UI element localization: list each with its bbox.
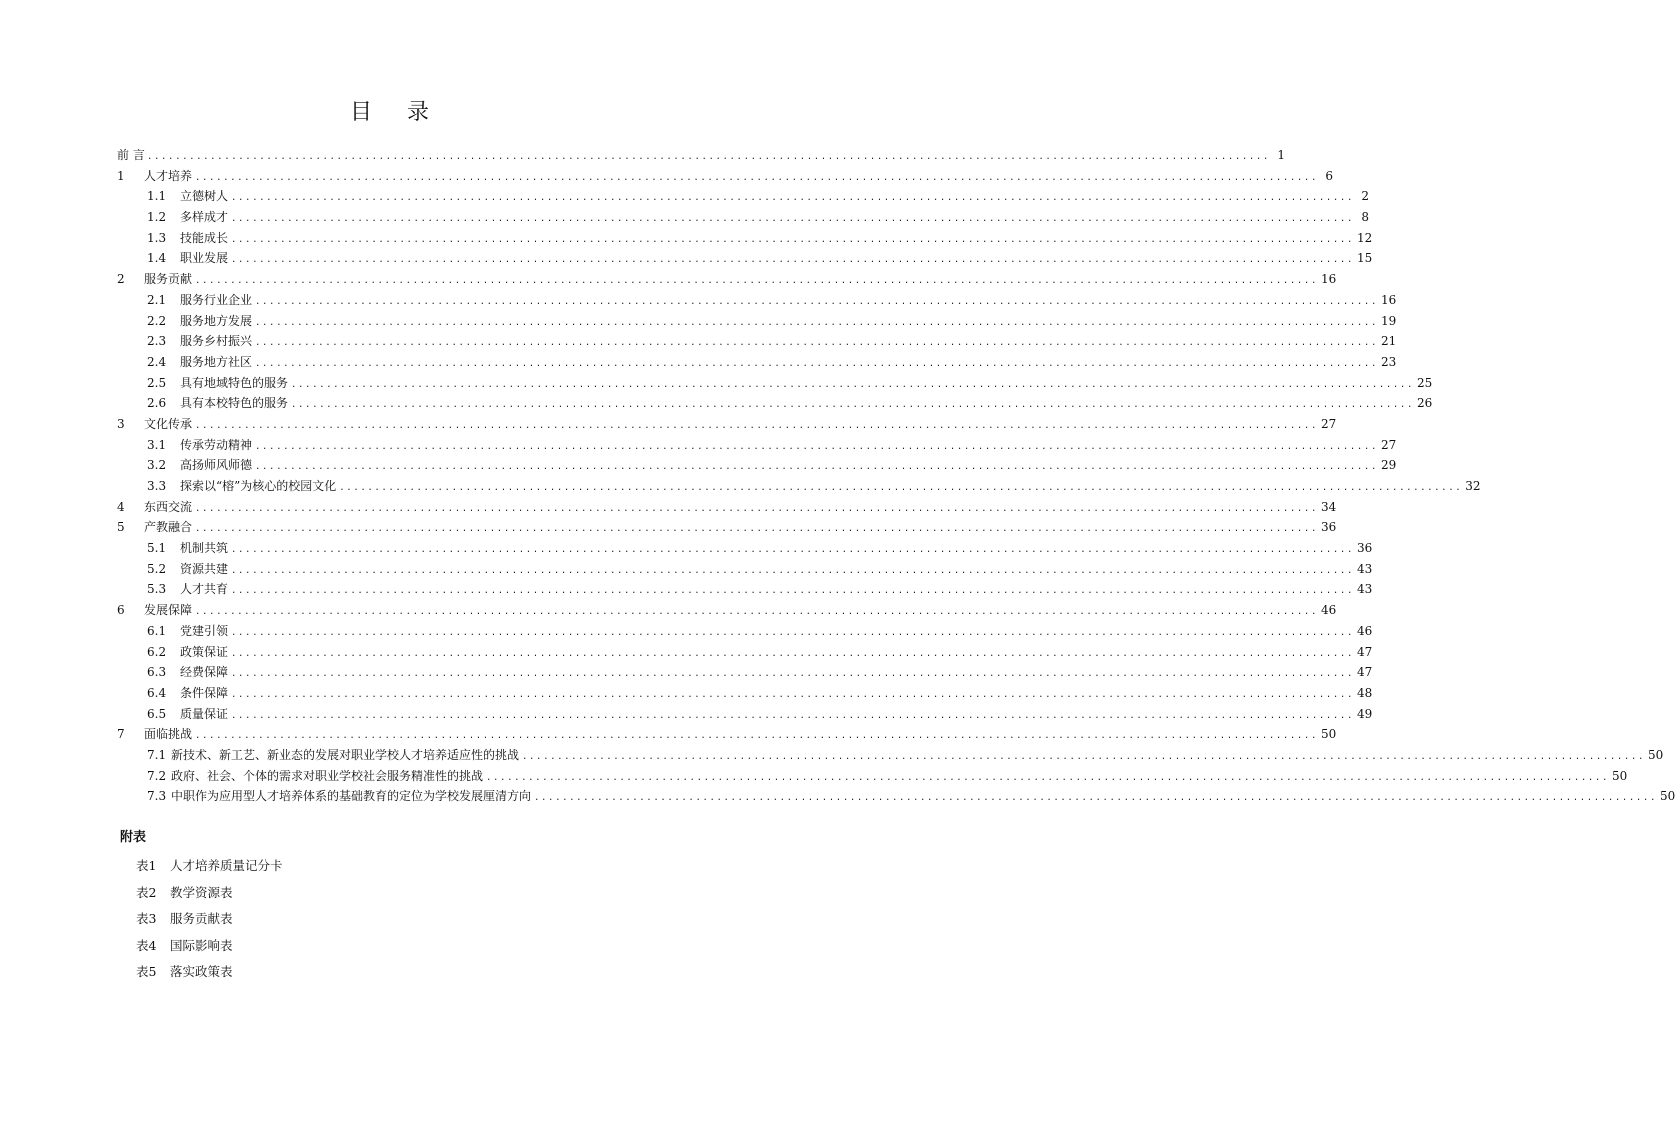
toc-entry-number: 2.2 [147,313,167,328]
toc-entry-label: 立德树人 [180,189,229,204]
toc-entry-label: 服务贡献 [144,272,193,287]
toc-entry-label: 职业发展 [180,251,229,266]
toc-entry-page: 15 [1356,251,1373,266]
toc-dot-leader: ................................................................................................................................................................ [231,193,1354,204]
appendix-item[interactable] [136,880,283,907]
toc-dot-leader: ................................................................................................................................................................ [231,545,1354,556]
toc-entry-number: 4 [117,499,125,514]
toc-dot-leader: ................................................................................................................................................................ [231,627,1354,638]
toc-dot-leader: ................................................................................................................................................................ [195,607,1318,618]
appendix-list [136,853,283,986]
toc-entry-page: 49 [1356,706,1373,721]
toc-entry-number: 5.2 [147,561,167,576]
toc-entry-number: 7 [117,727,125,742]
toc-entry[interactable] [117,559,1373,580]
toc-entry-number: 2.3 [147,334,167,349]
toc-entry-page: 50 [1659,789,1675,804]
toc-entry-label: 文化传承 [144,416,193,431]
toc-dot-leader: ................................................................................................................................................................ [534,793,1657,804]
toc-entry-number: 6 [117,603,125,618]
toc-entry-page: 16 [1380,292,1397,307]
toc-entry-number: 2.4 [147,354,167,369]
page-title: 目 录 [350,100,443,125]
toc-dot-leader: ................................................................................................................................................................ [522,751,1645,762]
toc-entry-page: 26 [1416,396,1433,411]
toc-dot-leader: ................................................................................................................................................................ [231,565,1354,576]
toc-entry-label: 服务地方社区 [180,354,253,369]
toc-entry[interactable] [117,166,1333,187]
toc-entry-label: 中职作为应用型人才培养体系的基础教育的定位为学校发展厘清方向 [171,789,532,804]
toc-entry-label: 服务地方发展 [180,313,253,328]
toc-entry-page: 8 [1361,210,1369,225]
toc-entry-page: 29 [1380,458,1397,473]
toc-entry-label: 高扬师风师德 [180,458,253,473]
toc-entry[interactable] [117,621,1373,642]
toc-entry-number: 3.1 [147,437,167,452]
toc-entry[interactable] [117,269,1337,290]
toc-entry[interactable] [117,393,1433,414]
toc-entry-number: 7.2 [147,768,167,783]
toc-dot-leader: ................................................................................................................................................................ [255,296,1378,307]
toc-entry-number: 3.2 [147,458,167,473]
toc-entry[interactable] [117,704,1373,725]
toc-dot-leader: ................................................................................................................................................................ [255,358,1378,369]
toc-entry[interactable] [117,311,1397,332]
toc-entry-label: 人才培养 [144,168,193,183]
toc-entry-label: 具有地域特色的服务 [180,375,289,390]
toc-entry-page: 27 [1320,416,1337,431]
toc-dot-leader: ................................................................................................................................................................ [195,420,1318,431]
toc-entry[interactable] [117,455,1397,476]
appendix-item-number: 表3 [136,911,157,927]
toc-entry-number: 3.3 [147,479,167,493]
toc-entry-page: 16 [1320,272,1337,287]
appendix-item-label: 教学资源表 [170,884,233,900]
toc-entry-page: 43 [1356,582,1373,597]
toc-entry[interactable] [117,248,1373,269]
toc-dot-leader: ................................................................................................................................................................ [195,503,1318,514]
toc-entry-label: 资源共建 [180,561,229,576]
toc-entry[interactable] [117,331,1397,352]
toc-dot-leader: ................................................................................................................................................................ [255,441,1378,452]
toc-entry-number: 2.5 [147,375,167,390]
toc-entry-number: 3 [117,416,125,431]
toc-entry[interactable] [117,724,1337,745]
toc-entry-label: 人才共育 [180,582,229,597]
toc-dot-leader: ................................................................................................................................................................ [255,317,1378,328]
toc-entry-label: 政府、社会、个体的需求对职业学校社会服务精准性的挑战 [171,768,484,783]
toc-entry-page: 12 [1356,230,1373,245]
appendix-item-label: 人才培养质量记分卡 [170,858,283,873]
toc-entry-page: 19 [1380,313,1397,328]
toc-entry-number: 6.2 [147,644,167,659]
toc-entry-number: 5.1 [147,541,167,556]
toc-entry-page: 50 [1647,747,1664,762]
toc-dot-leader: ................................................................................................................................................................ [231,214,1354,225]
toc-dot-leader: ................................................................................................................................................................ [195,731,1318,742]
toc-entry-label: 技能成长 [180,230,229,245]
toc-entry[interactable] [117,435,1397,456]
toc-entry[interactable] [117,186,1369,207]
toc-entry-label: 条件保障 [180,685,229,700]
toc-entry-page: 48 [1356,685,1373,700]
toc-entry-page: 1 [1277,148,1285,162]
toc-dot-leader: ................................................................................................................................................................ [255,338,1378,349]
toc-entry-page: 34 [1320,499,1337,514]
toc-entry-number: 6.4 [147,685,167,700]
toc-entry-number: 5 [117,520,125,535]
toc-entry[interactable] [117,228,1373,249]
toc-entry-number: 6.3 [147,665,167,680]
toc-entry-label: 经费保障 [180,665,229,680]
toc-entry-number: 6.1 [147,623,167,638]
appendix-item[interactable] [136,906,283,933]
toc-entry-number: 6.5 [147,706,167,721]
toc-dot-leader: ................................................................................................................................................................ [195,276,1318,287]
toc-entry-number: 2.6 [147,396,167,411]
toc-entry-number: 5.3 [147,582,167,597]
toc-entry-label: 服务乡村振兴 [180,334,253,349]
toc-entry-label: 质量保证 [180,706,229,721]
appendix-item[interactable] [136,933,283,960]
appendix-item-number: 表4 [136,937,157,953]
toc-entry-page: 36 [1320,520,1337,535]
toc-entry[interactable] [117,538,1373,559]
toc-entry[interactable] [117,373,1433,394]
toc-entry-label: 党建引领 [180,623,229,638]
toc-entry[interactable] [117,745,1664,766]
toc-dot-leader: ................................................................................................................................................................ [231,586,1354,597]
appendix-item-number: 表2 [136,884,157,900]
toc-entry-label: 服务行业企业 [180,292,253,307]
toc-entry-page: 25 [1416,375,1433,390]
toc-entry[interactable] [117,662,1373,683]
toc-entry-number: 1.2 [147,210,167,225]
toc-entry[interactable] [117,207,1369,228]
toc-entry[interactable] [117,497,1337,518]
toc-entry-page: 21 [1380,334,1397,349]
appendix-item-number: 表1 [136,858,157,873]
toc-dot-leader: ................................................................................................................................................................ [255,462,1378,473]
toc-dot-leader: ................................................................................................................................................................ [486,772,1609,783]
appendix-item-label: 服务贡献表 [170,911,233,927]
toc-entry-page: 36 [1356,541,1373,556]
toc-entry-page: 6 [1325,168,1333,183]
toc-dot-leader: ................................................................................................................................................................ [291,400,1414,411]
toc-entry[interactable] [117,290,1397,311]
toc-entry[interactable] [117,352,1397,373]
table-of-contents [117,145,1675,807]
toc-entry-number: 1.4 [147,251,167,266]
toc-entry-label: 探索以“榕”为核心的校园文化 [180,479,337,493]
toc-entry-page: 47 [1356,665,1373,680]
toc-entry-number: 7.3 [147,789,167,804]
toc-entry[interactable] [117,600,1337,621]
toc-entry-page: 47 [1356,644,1373,659]
toc-dot-leader: ................................................................................................................................................................ [231,710,1354,721]
toc-entry-number: 2 [117,272,125,287]
toc-entry-page: 43 [1356,561,1373,576]
appendix-item-number: 表5 [136,964,157,980]
toc-dot-leader: ................................................................................................................................................................ [195,524,1318,535]
toc-entry-label: 新技术、新工艺、新业态的发展对职业学校人才培养适应性的挑战 [171,747,520,762]
toc-entry-label: 发展保障 [144,603,193,618]
toc-entry[interactable] [117,642,1373,663]
toc-dot-leader: ................................................................................................................................................................ [339,483,1463,493]
toc-entry-number: 前 言 [117,148,145,162]
toc-entry-label: 多样成才 [180,210,229,225]
toc-dot-leader: ................................................................................................................................................................ [231,669,1354,680]
toc-entry-page: 32 [1465,479,1481,493]
toc-entry[interactable] [117,766,1628,787]
toc-entry-label: 具有本校特色的服务 [180,396,289,411]
toc-entry-number: 1 [117,168,125,183]
toc-entry[interactable] [117,414,1337,435]
toc-dot-leader: ................................................................................................................................................................ [231,234,1354,245]
toc-dot-leader: ................................................................................................................................................................ [147,152,1270,162]
toc-entry-label: 政策保证 [180,644,229,659]
toc-entry-label: 传承劳动精神 [180,437,253,452]
toc-entry[interactable] [117,683,1373,704]
toc-dot-leader: ................................................................................................................................................................ [231,255,1354,266]
toc-entry[interactable] [117,476,1481,497]
toc-entry-page: 27 [1380,437,1397,452]
toc-dot-leader: ................................................................................................................................................................ [195,172,1318,183]
appendix-item-label: 国际影响表 [170,937,233,953]
toc-dot-leader: ................................................................................................................................................................ [291,379,1414,390]
appendix-item[interactable] [136,853,283,880]
appendix-item-label: 落实政策表 [170,964,233,980]
toc-entry[interactable] [117,145,1285,166]
toc-entry-page: 2 [1361,189,1369,204]
toc-entry-number: 1.1 [147,189,167,204]
toc-entry-page: 23 [1380,354,1397,369]
appendix-item[interactable] [136,959,283,986]
toc-entry-label: 东西交流 [144,499,193,514]
toc-entry[interactable] [117,517,1337,538]
toc-entry-label: 机制共筑 [180,541,229,556]
toc-entry-number: 1.3 [147,230,167,245]
toc-entry-label: 面临挑战 [144,727,193,742]
toc-dot-leader: ................................................................................................................................................................ [231,648,1354,659]
toc-entry-label: 产教融合 [144,520,193,535]
toc-entry-page: 46 [1356,623,1373,638]
toc-entry-page: 50 [1611,768,1628,783]
toc-entry-page: 46 [1320,603,1337,618]
toc-entry-number: 2.1 [147,292,167,307]
appendix-title: 附表 [120,830,147,845]
toc-dot-leader: ................................................................................................................................................................ [231,689,1354,700]
toc-entry-page: 50 [1320,727,1337,742]
toc-entry[interactable] [117,579,1373,600]
toc-entry-number: 7.1 [147,747,167,762]
toc-entry[interactable] [117,786,1675,807]
